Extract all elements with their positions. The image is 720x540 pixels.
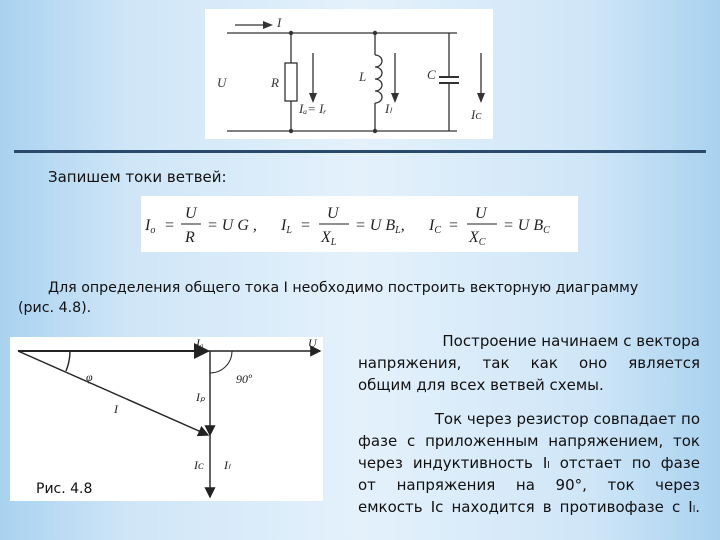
label-il: Iₗ (224, 458, 230, 472)
label-u: U (217, 75, 227, 90)
p1-line-1: Построение начинаем с вектора (442, 332, 700, 350)
label-ia: Iₐ (196, 337, 204, 350)
label-l: L (359, 69, 367, 84)
circuit-diagram-panel (205, 9, 493, 139)
divider (14, 150, 706, 153)
label-i: I (277, 15, 282, 30)
vector-diagram-panel (10, 337, 323, 501)
inductor-symbol (375, 55, 382, 103)
svg-text:IC: IC (429, 217, 441, 236)
p2-line-4: от напряжения на 90°, ток через (358, 476, 700, 494)
svg-text:=: = (165, 217, 175, 234)
svg-text:= U BL,: = U BL, (355, 217, 405, 236)
label-90: 90º (236, 372, 252, 386)
svg-text:R: R (185, 229, 195, 246)
p1-line-3: общим для всех ветвей схемы. (358, 376, 604, 394)
vector-i (18, 351, 208, 435)
p2-line-2: фазе с приложенным напряжением, ток (358, 432, 700, 450)
label-r: R (271, 75, 279, 90)
label-u: U (308, 337, 317, 350)
vector-diagram (10, 337, 323, 501)
svg-text:U: U (185, 205, 197, 222)
circuit-diagram (205, 9, 493, 139)
svg-text:U: U (327, 205, 339, 222)
intro-line-1: Для определения общего тока I необходимо построить векторную диаграмму (48, 280, 639, 296)
svg-text:IL: IL (281, 217, 292, 236)
svg-text:= U BC: = U BC (503, 217, 550, 236)
label-i: I (114, 402, 118, 416)
svg-text:=: = (301, 217, 311, 234)
intro-line-2: (рис. 4.8). (18, 300, 92, 316)
heading: Запишем токи ветвей: (48, 168, 227, 186)
label-ip: Iₚ (196, 390, 206, 404)
svg-text:Io: Io (145, 217, 156, 236)
p1-line-2: напряжения, так как оно является (358, 354, 700, 372)
label-ic: Iᴄ (194, 458, 204, 472)
p2-line-1: Ток через резистор совпадает по (434, 410, 700, 428)
formula (141, 196, 578, 252)
label-ia-ir: Iₐ= Iᵣ (299, 101, 327, 116)
svg-text:= U G ,: = U G , (207, 217, 257, 234)
figure-caption: Рис. 4.8 (36, 481, 93, 497)
formula-panel (141, 196, 578, 252)
label-c: C (427, 67, 436, 82)
svg-text:XL: XL (321, 229, 337, 248)
label-ic: Iᴄ (471, 107, 482, 122)
phi-arc (66, 351, 70, 371)
label-phi: φ (86, 370, 93, 384)
p2-line-5: емкость Iᴄ находится в противофазе с Iₗ. (358, 498, 700, 516)
p2-line-3: через индуктивность Iₗ отстает по фазе (358, 454, 700, 472)
svg-text:=: = (449, 217, 459, 234)
label-il: Iₗ (385, 101, 392, 116)
right-angle-arc (210, 351, 232, 373)
svg-text:XC: XC (469, 229, 486, 248)
svg-text:U: U (475, 205, 487, 222)
resistor-symbol (285, 63, 297, 101)
